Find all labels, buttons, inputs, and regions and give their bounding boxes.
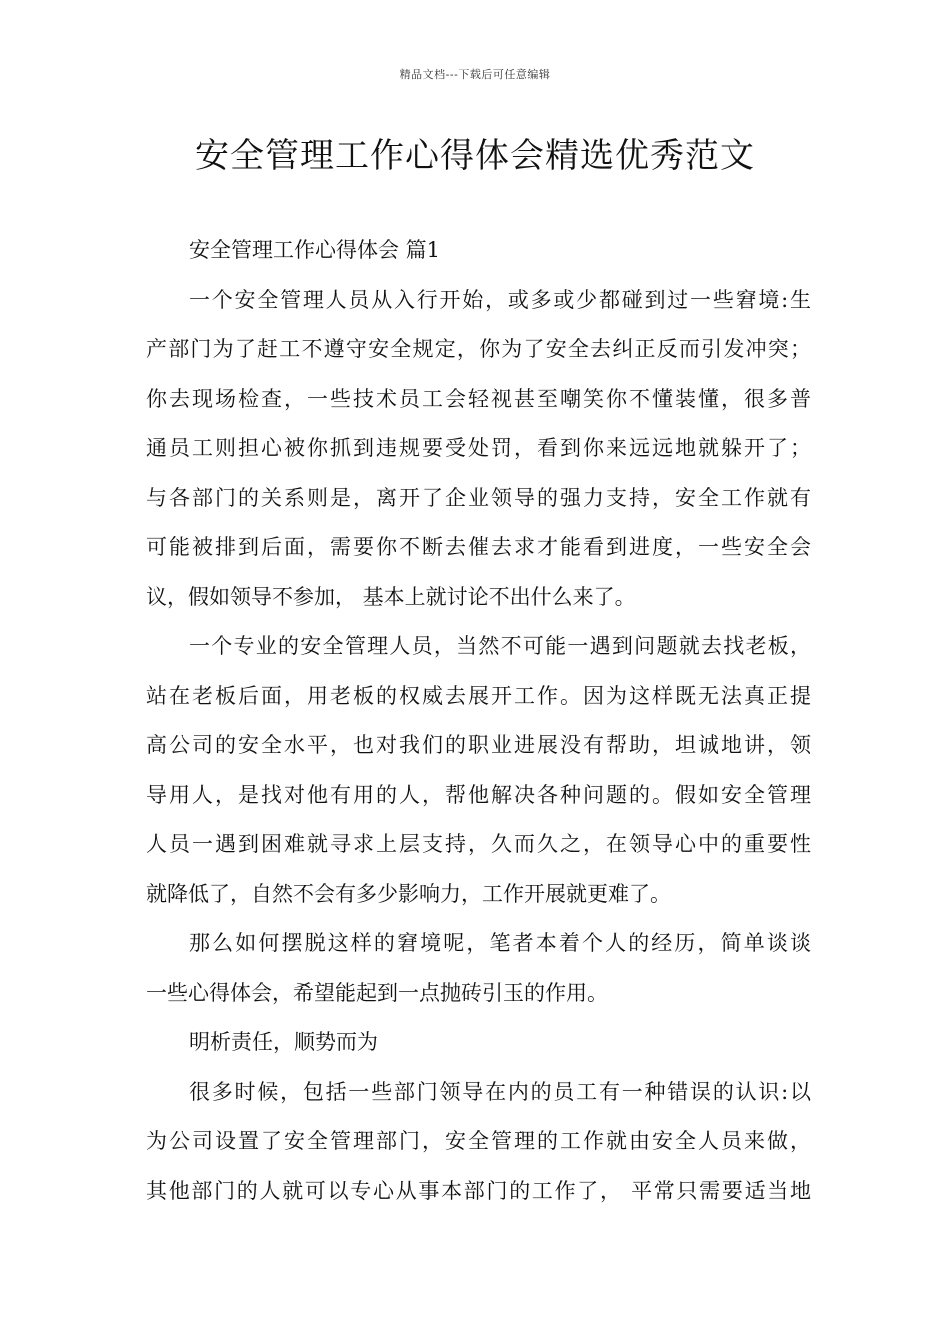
text-line: 可能被排到后面，需要你不断去催去求才能看到进度，一些安全会 xyxy=(146,535,811,559)
document-body xyxy=(146,226,811,1216)
text-line: 很多时候，包括一些部门领导在内的员工有一种错误的认识:以 xyxy=(189,1079,811,1104)
text-line: 安全管理工作心得体会 篇1 xyxy=(189,238,441,262)
text-line: 人员一遇到困难就寻求上层支持，久而久之，在领导心中的重要性 xyxy=(146,832,811,856)
text-line: 明析责任，顺势而为 xyxy=(189,1030,378,1054)
text-line: 站在老板后面，用老板的权威去展开工作。因为这样既无法真正提 xyxy=(146,683,811,708)
text-line: 导用人，是找对他有用的人，帮他解决各种问题的。假如安全管理 xyxy=(146,782,811,807)
text-line: 那么如何摆脱这样的窘境呢，笔者本着个人的经历，简单谈谈 xyxy=(189,931,811,955)
text-line: 一些心得体会，希望能起到一点抛砖引玉的作用。 xyxy=(146,980,608,1005)
text-line: 一个专业的安全管理人员，当然不可能一遇到问题就去找老板， xyxy=(189,634,811,658)
text-line: 你去现场检查，一些技术员工会轻视甚至嘲笑你不懂装懂，很多普 xyxy=(146,386,811,411)
text-line: 就降低了，自然不会有多少影响力，工作开展就更难了。 xyxy=(146,881,671,906)
text-line: 通员工则担心被你抓到违规要受处罚，看到你来远远地就躲开了； xyxy=(146,436,811,460)
text-line: 议，假如领导不参加， 基本上就讨论不出什么来了。 xyxy=(146,584,636,609)
header-note: 精品文档---下载后可任意编辑 xyxy=(399,68,551,81)
text-line: 与各部门的关系则是，离开了企业领导的强力支持，安全工作就有 xyxy=(146,485,811,510)
text-line: 为公司设置了安全管理部门，安全管理的工作就由安全人员来做， xyxy=(146,1129,811,1153)
text-line: 产部门为了赶工不遵守安全规定，你为了安全去纠正反而引发冲突； xyxy=(146,337,811,361)
document-title: 安全管理工作心得体会精选优秀范文 xyxy=(195,136,755,176)
text-line: 一个安全管理人员从入行开始，或多或少都碰到过一些窘境:生 xyxy=(189,287,811,312)
text-line: 高公司的安全水平，也对我们的职业进展没有帮助，坦诚地讲，领 xyxy=(146,733,811,757)
text-line: 其他部门的人就可以专心从事本部门的工作了， 平常只需要适当地 xyxy=(146,1178,811,1203)
